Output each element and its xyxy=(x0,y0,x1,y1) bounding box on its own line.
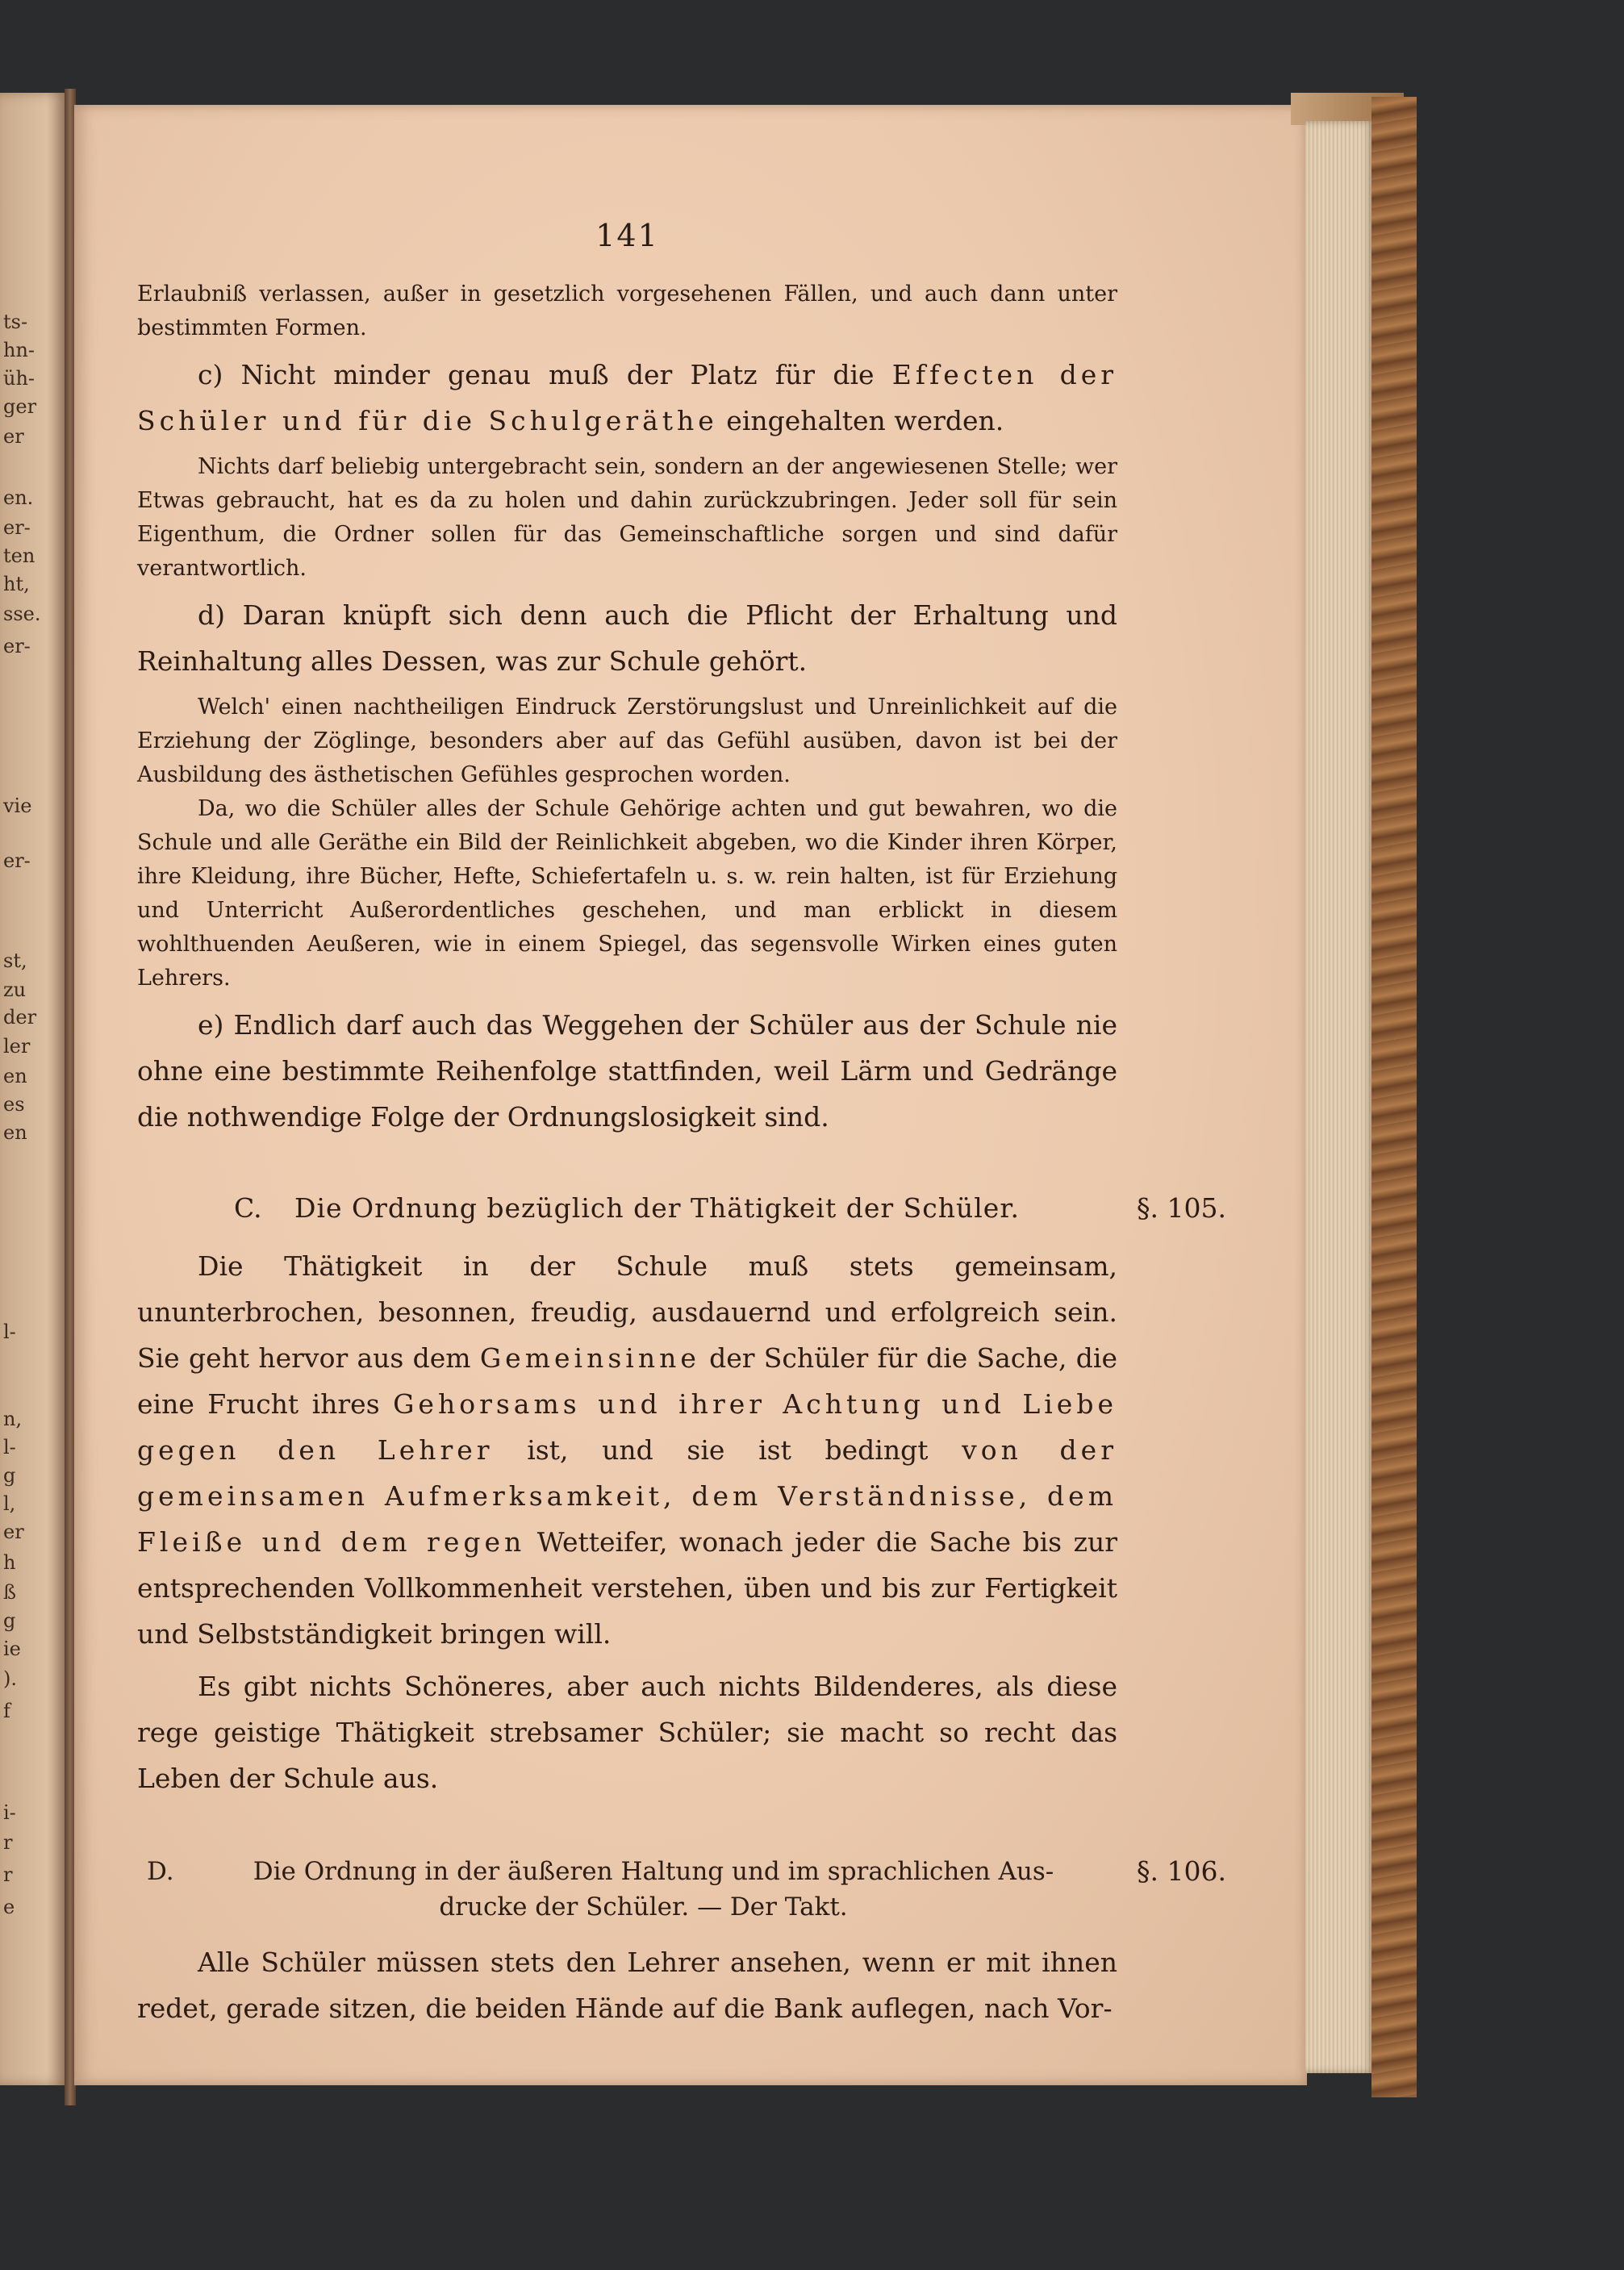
text-run: ist, und sie ist bedingt xyxy=(493,1434,962,1466)
left-fragment: l- xyxy=(3,1321,16,1343)
left-fragment: er- xyxy=(3,516,31,539)
left-fragment: r xyxy=(3,1831,13,1854)
left-fragment: er- xyxy=(3,635,31,657)
left-fragment: er xyxy=(3,1521,24,1543)
section-title-line-1: Die Ordnung in der äußeren Haltung und im sprachlichen Aus- xyxy=(253,1857,1054,1886)
left-page-fragments xyxy=(0,93,66,2085)
left-fragment: i- xyxy=(3,1801,16,1824)
left-fragment: e xyxy=(3,1896,15,1918)
left-fragment: g xyxy=(3,1609,16,1632)
spaced-text: Gehorsams und ihrer Achtung und Liebe gegen den Lehrer xyxy=(137,1388,1117,1466)
left-fragment: der xyxy=(3,1006,37,1029)
text-run: Die Thätigkeit in der Schule muß stets gemeinsam, ununterbrochen, besonnen, freudig, ausdauernd und erfolgreich sein. Sie geht hervor aus dem xyxy=(137,1250,1117,1374)
left-fragment: es xyxy=(3,1093,25,1116)
text-run: eingehalten werden. xyxy=(717,405,1004,436)
left-fragment: sse. xyxy=(3,603,41,625)
left-fragment: ht, xyxy=(3,573,30,595)
left-fragment: ler xyxy=(3,1035,31,1058)
section-title: Die Ordnung bezüglich der Thätigkeit der Schüler. xyxy=(294,1192,1020,1224)
spaced-text: Effecten der Schüler und für die Schulgeräthe xyxy=(137,359,1117,436)
left-fragment: ). xyxy=(3,1667,17,1690)
text-run: c) Nicht minder genau muß der Platz für die xyxy=(198,359,892,390)
left-fragment: st, xyxy=(3,949,27,972)
paragraph: Es gibt nichts Schöneres, aber auch nichts Bildenderes, als diese rege geistige Thätigkeit strebsamer Schüler; sie macht so recht das Leben der Schule aus. xyxy=(137,1671,1117,1794)
paragraph: Da, wo die Schüler alles der Schule Gehörige achten und gut bewahren, wo die Schule und alle Geräthe ein Bild der Reinlichkeit abgeben, wo die Kinder ihren Körper, ihre Kleidung, ihre Bücher, Hefte, Schiefertafeln u. s. w. rein halten, ist für Erziehung und Unterricht Außerordentliches geschehen, und man erblickt in diesem wohlthuenden Aeußeren, wie in einem Spiegel, das segensvolle Wirken eines guten Lehrers. xyxy=(137,796,1117,991)
paragraph: Alle Schüler müssen stets den Lehrer ansehen, wenn er mit ihnen redet, gerade sitzen, die beiden Hände auf die Bank auflegen, nach Vor- xyxy=(137,1947,1117,2024)
spaced-text: von der gemeinsamen Aufmerksamkeit, dem Verständnisse, dem Fleiße und dem regen xyxy=(137,1434,1117,1558)
left-fragment: zu xyxy=(3,979,27,1001)
left-fragment: g xyxy=(3,1464,16,1487)
left-fragment: f xyxy=(3,1700,10,1722)
left-fragment: üh- xyxy=(3,367,35,390)
left-fragment: en xyxy=(3,1121,27,1144)
left-fragment: en xyxy=(3,1065,27,1087)
text-run: der Schüler für die Sache, die eine Frucht ihres xyxy=(137,1342,1117,1420)
page-edges xyxy=(1305,121,1375,2073)
paragraph xyxy=(137,1243,1117,1657)
left-fragment: r xyxy=(3,1863,13,1886)
paragraph-number: §. 106. xyxy=(1137,1855,1226,1887)
page-text xyxy=(137,218,1226,2031)
text-run: Wetteifer, wonach jeder die Sache bis zur entsprechenden Vollkommenheit verstehen, üben und bis zur Fertigkeit und Selbstständigkeit bringen will. xyxy=(137,1526,1117,1650)
paragraph-number: §. 105. xyxy=(1137,1192,1226,1224)
left-fragment: ts- xyxy=(3,311,28,333)
left-fragment: h xyxy=(3,1551,16,1574)
paragraph: Nichts darf beliebig untergebracht sein, sondern an der angewiesenen Stelle; wer Etwas gebraucht, hat es da zu holen und dahin zurückzubringen. Jeder soll für sein Eigenthum, die Ordner sollen für das Gemeinschaftliche sorgen und sind dafür verantwortlich. xyxy=(137,454,1117,581)
section-letter: D. xyxy=(147,1857,174,1886)
book-cover-edge xyxy=(1371,97,1417,2097)
section-title-line-2: drucke der Schüler. — Der Takt. xyxy=(439,1892,848,1922)
left-fragment: er- xyxy=(3,849,31,872)
paragraph: Welch' einen nachtheiligen Eindruck Zerstörungslust und Unreinlichkeit auf die Erziehung der Zöglinge, besonders aber auf das Gefühl ausüben, davon ist bei der Ausbildung des ästhetischen Gefühles gesprochen worden. xyxy=(137,695,1117,787)
paragraph xyxy=(137,352,1117,444)
paragraph: Erlaubniß verlassen, außer in gesetzlich vorgesehenen Fällen, und auch dann unter bestimmten Formen. xyxy=(137,282,1117,340)
left-fragment: ie xyxy=(3,1638,21,1660)
left-fragment: en. xyxy=(3,486,34,509)
left-fragment: ß xyxy=(3,1581,17,1604)
left-fragment: n, xyxy=(3,1408,23,1430)
section-heading-c xyxy=(137,1188,1226,1229)
section-letter: C. xyxy=(234,1192,262,1224)
left-page-edge xyxy=(0,93,66,2085)
left-fragment: ten xyxy=(3,545,35,567)
paragraph: d) Daran knüpft sich denn auch die Pflicht der Erhaltung und Reinhaltung alles Dessen, was zur Schule gehört. xyxy=(137,599,1117,677)
left-fragment: l- xyxy=(3,1436,16,1458)
spaced-text: Gemeinsinne xyxy=(479,1342,700,1374)
left-fragment: hn- xyxy=(3,339,35,361)
left-fragment: vie xyxy=(3,795,32,817)
left-fragment: ger xyxy=(3,395,37,418)
left-fragment: l, xyxy=(3,1492,16,1515)
section-heading-d xyxy=(137,1854,1226,1925)
paragraph: e) Endlich darf auch das Weggehen der Schüler aus der Schule nie ohne eine bestimmte Reihenfolge stattfinden, weil Lärm und Gedränge die nothwendige Folge der Ordnungslosigkeit sind. xyxy=(137,1009,1117,1133)
left-fragment: er xyxy=(3,425,24,448)
page-number: 141 xyxy=(595,218,659,253)
